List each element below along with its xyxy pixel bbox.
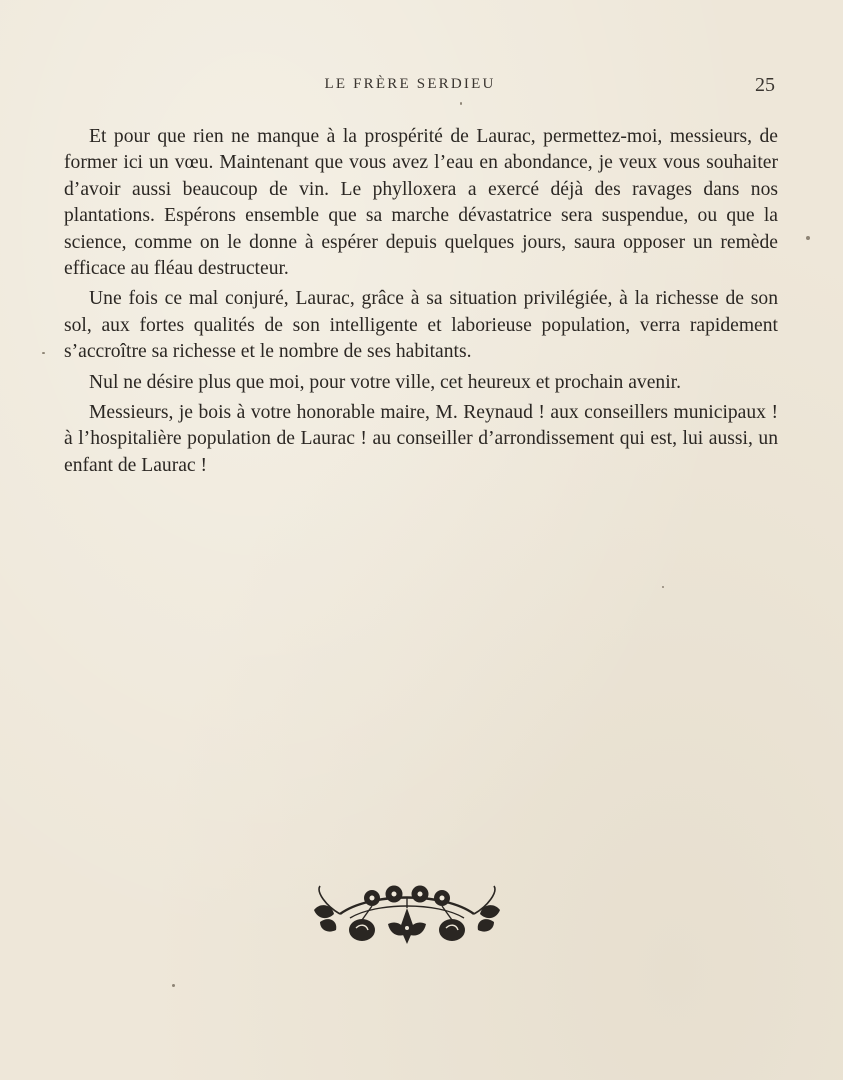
page-number: 25	[755, 74, 775, 96]
paper-speck	[172, 984, 175, 987]
body-text	[64, 124, 778, 483]
paper-speck	[806, 236, 810, 240]
paper-speck	[42, 352, 45, 354]
paper-speck	[460, 102, 462, 105]
running-title: LE FRÈRE SERDIEU	[324, 76, 496, 92]
paper-speck	[662, 586, 664, 588]
paragraph: Et pour que rien ne manque à la prospérité de Laurac, permettez-moi, messieurs, de former ici un vœu. Maintenant que vous avez l’eau en abondance, je veux vous souhaiter d’avoir aussi beaucoup de vin. Le phylloxera a exercé déjà des ravages dans nos plantations. Espérons ensemble que sa marche dévastatrice sera suspendue, ou que la science, comme on le donne à espérer depuis quelques jours, saura opposer un remède efficace au fléau destructeur.	[64, 126, 778, 280]
running-head	[0, 76, 843, 98]
paragraph: Messieurs, je bois à votre honorable maire, M. Reynaud ! aux conseillers municipaux ! à l’hospitalière population de Laurac ! au conseiller d’arrondissement qui est, lui aussi, un enfant de Laurac !	[64, 402, 778, 476]
paragraph: Nul ne désire plus que moi, pour votre ville, cet heureux et prochain avenir.	[89, 371, 681, 393]
floral-tailpiece-icon	[310, 884, 504, 950]
paragraph: Une fois ce mal conjuré, Laurac, grâce à sa situation privilégiée, à la richesse de son sol, aux fortes qualités de son intelligente et laborieuse population, verra rapidement s’accroître sa richesse et le nombre de ses habitants.	[64, 288, 778, 363]
